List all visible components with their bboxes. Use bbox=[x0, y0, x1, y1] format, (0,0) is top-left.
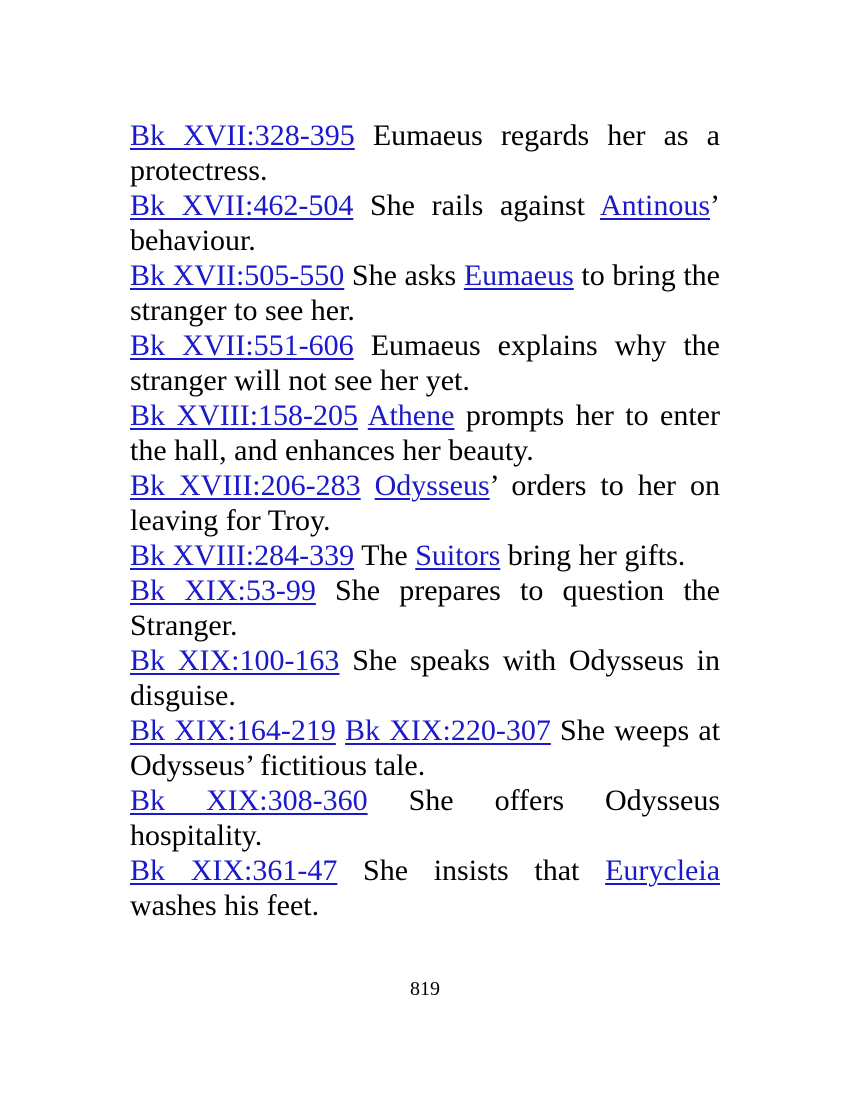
entry-text bbox=[361, 469, 375, 502]
entry-text: washes his feet. bbox=[130, 889, 320, 922]
entry-text: ’ behaviour. bbox=[130, 189, 720, 257]
entry-text: The bbox=[354, 539, 416, 572]
reference-link[interactable]: Bk XVII:328-395 bbox=[130, 119, 355, 152]
reference-link[interactable]: Eumaeus bbox=[463, 259, 574, 292]
entry-text: She insists that bbox=[337, 854, 606, 887]
reference-link[interactable]: Antinous bbox=[599, 189, 710, 222]
reference-link[interactable]: Bk XIX:100-163 bbox=[130, 644, 340, 677]
entry-text: Eumaeus explains why the stranger will not see her yet. bbox=[130, 329, 720, 397]
entry-text: Eumaeus regards her as a protectress. bbox=[130, 119, 720, 187]
entry-text: She weeps at Odysseus’ fictitious tale. bbox=[130, 714, 721, 782]
entry-paragraph bbox=[130, 328, 720, 398]
reference-link[interactable]: Suitors bbox=[415, 539, 501, 572]
reference-link[interactable]: Athene bbox=[367, 399, 455, 432]
entry-text: prompts her to enter the hall, and enhances her beauty. bbox=[130, 399, 720, 467]
entry-text: She speaks with Odysseus in disguise. bbox=[130, 644, 720, 712]
reference-link[interactable]: Bk XVIII:284-339 bbox=[130, 539, 355, 572]
entry-paragraph bbox=[130, 643, 720, 713]
reference-link[interactable]: Bk XIX:220-307 bbox=[345, 714, 551, 747]
page-number: 819 bbox=[410, 978, 440, 1000]
entry-paragraph bbox=[130, 853, 720, 923]
entry-paragraph bbox=[130, 573, 720, 643]
entry-text: She offers Odysseus hospitality. bbox=[130, 784, 720, 852]
reference-link[interactable]: Bk XVII:551-606 bbox=[130, 329, 354, 362]
reference-link[interactable]: Bk XIX:53-99 bbox=[130, 574, 316, 607]
entry-paragraph bbox=[130, 398, 720, 468]
reference-link[interactable]: Odysseus bbox=[374, 469, 490, 502]
reference-link[interactable]: Bk XVII:462-504 bbox=[130, 189, 354, 222]
entry-text: bring her gifts. bbox=[500, 539, 686, 572]
reference-link[interactable]: Bk XVIII:158-205 bbox=[130, 399, 359, 432]
reference-link[interactable]: Bk XIX:164-219 bbox=[130, 714, 336, 747]
entry-text: She rails against bbox=[353, 189, 600, 222]
reference-link[interactable]: Bk XVIII:206-283 bbox=[130, 469, 361, 502]
entry-paragraph bbox=[130, 258, 720, 328]
reference-link[interactable]: Bk XVII:505-550 bbox=[130, 259, 345, 292]
entry-text: She asks bbox=[344, 259, 464, 292]
entry-paragraph bbox=[130, 713, 720, 783]
reference-link[interactable]: Eurycleia bbox=[605, 854, 721, 887]
entry-text: She prepares to question the Stranger. bbox=[130, 574, 721, 642]
entry-text bbox=[336, 714, 345, 747]
entry-paragraph bbox=[130, 783, 720, 853]
entry-text: to bring the stranger to see her. bbox=[130, 259, 720, 327]
reference-link[interactable]: Bk XIX:308-360 bbox=[130, 784, 368, 817]
entry-text: ’ orders to her on leaving for Troy. bbox=[130, 469, 721, 537]
entry-paragraph bbox=[130, 118, 720, 188]
entry-paragraph bbox=[130, 538, 720, 573]
entry-paragraph bbox=[130, 468, 720, 538]
entry-text bbox=[358, 399, 368, 432]
entry-paragraph bbox=[130, 188, 720, 258]
entry-list bbox=[130, 118, 720, 923]
reference-link[interactable]: Bk XIX:361-47 bbox=[130, 854, 338, 887]
